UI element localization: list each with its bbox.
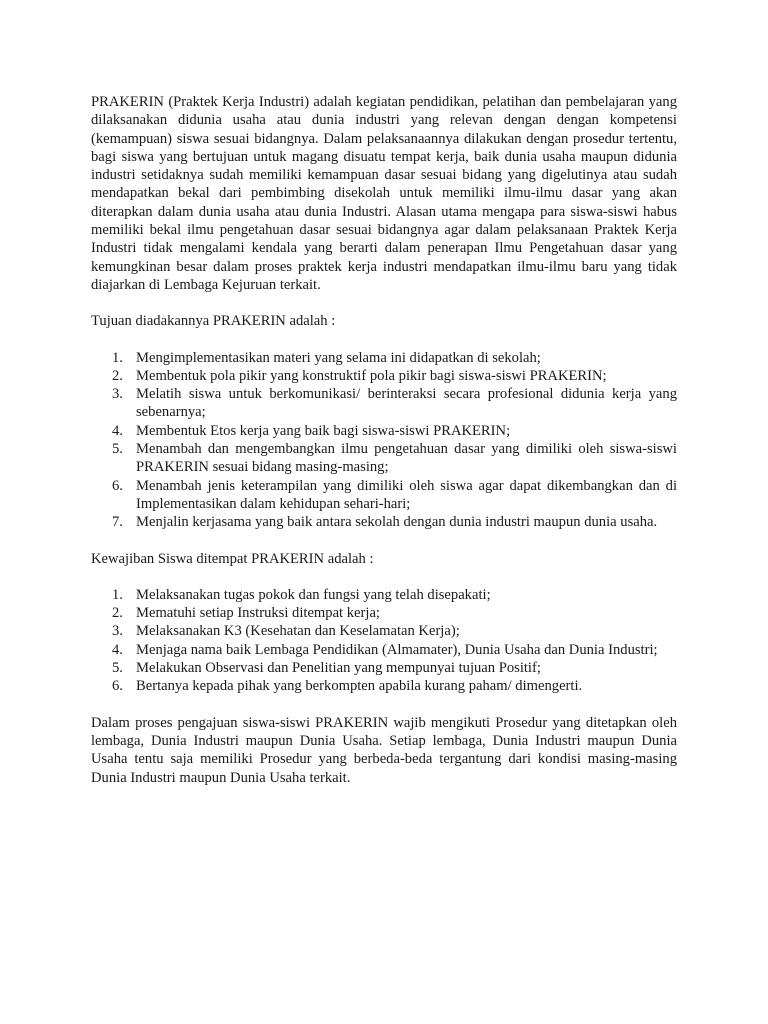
list-item-text: Menambah dan mengembangkan ilmu pengetahuan dasar yang dimiliki oleh siswa-siswi PRAKERIN sesuai bidang masing-masing; bbox=[136, 441, 677, 476]
list-item bbox=[91, 677, 677, 695]
list-item bbox=[91, 586, 677, 604]
list-item-text: Mengimplementasikan materi yang selama ini didapatkan di sekolah; bbox=[136, 349, 541, 366]
list-number: 6. bbox=[112, 477, 123, 494]
goals-heading: Tujuan diadakannya PRAKERIN adalah : bbox=[91, 313, 336, 330]
list-item-text: Bertanya kepada pihak yang berkompten apabila kurang paham/ dimengerti. bbox=[136, 678, 583, 695]
duties-heading: Kewajiban Siswa ditempat PRAKERIN adalah : bbox=[91, 550, 374, 567]
list-item bbox=[91, 513, 677, 531]
intro-paragraph: PRAKERIN (Praktek Kerja Industri) adalah kegiatan pendidikan, pelatihan dan pembelajaran yang dilaksanakan didunia usaha atau dunia industri yang relevan dengan dengan kompetensi (kemampuan) siswa sesuai bidangnya. Dalam pelaksanaannya dilakukan dengan prosedur tertentu, bagi siswa yang bertujuan untuk magang disuatu tempat kerja, baik dunia usaha maupun didunia industri setidaknya sudah memiliki kemampuan dasar sesuai bidang yang digelutinya atau sudah mendapatkan bekal dari pembimbing disekolah untuk memiliki ilmu-ilmu dasar yang akan diterapkan dalam dunia usaha atau dunia Industri. Alasan utama mengapa para siswa-siswi habus memiliki bekal ilmu pengetahuan dasar sesuai bidangnya agar dalam pelaksanaan Praktek Kerja Industri tidak mengalami kendala yang berarti dalam penerapan Ilmu Pengetahuan dasar yang kemungkinan besar dalam proses praktek kerja industri mendapatkan ilmu-ilmu baru yang tidak diajarkan di Lembaga Kejuruan terkait. bbox=[91, 94, 677, 293]
list-item bbox=[91, 367, 677, 385]
list-item bbox=[91, 604, 677, 622]
list-number: 6. bbox=[112, 678, 123, 695]
list-item-text: Membentuk Etos kerja yang baik bagi siswa-siswi PRAKERIN; bbox=[136, 422, 511, 439]
closing-paragraph: Dalam proses pengajuan siswa-siswi PRAKERIN wajib mengikuti Prosedur yang ditetapkan oleh lembaga, Dunia Industri maupun Dunia Usaha. Setiap lembaga, Dunia Industri maupun Dunia Usaha tentu saja memiliki Prosedur yang berbeda-beda tergantung dari kondisi masing-masing Dunia Industri maupun Dunia Usaha terkait. bbox=[91, 714, 677, 786]
list-item bbox=[91, 349, 677, 367]
list-item-text: Melaksanakan tugas pokok dan fungsi yang telah disepakati; bbox=[136, 586, 491, 603]
list-number: 4. bbox=[112, 422, 123, 439]
list-number: 3. bbox=[112, 386, 123, 403]
list-item bbox=[91, 440, 677, 477]
list-item bbox=[91, 622, 677, 640]
list-item bbox=[91, 422, 677, 440]
goals-list bbox=[91, 349, 677, 532]
list-item bbox=[91, 477, 677, 514]
list-number: 5. bbox=[112, 441, 123, 458]
list-item-text: Mematuhi setiap Instruksi ditempat kerja; bbox=[136, 605, 380, 622]
list-number: 2. bbox=[112, 605, 123, 622]
list-number: 3. bbox=[112, 623, 123, 640]
list-item bbox=[91, 659, 677, 677]
list-item-text: Menambah jenis keterampilan yang dimiliki oleh siswa agar dapat dikembangkan dan di Implementasikan dalam kehidupan sehari-hari; bbox=[136, 477, 677, 512]
list-item-text: Melatih siswa untuk berkomunikasi/ berinteraksi secara profesional didunia kerja yang sebenarnya; bbox=[136, 386, 677, 421]
list-item-text: Membentuk pola pikir yang konstruktif pola pikir bagi siswa-siswi PRAKERIN; bbox=[136, 367, 607, 384]
list-number: 1. bbox=[112, 349, 123, 366]
document-page bbox=[91, 93, 677, 787]
list-number: 5. bbox=[112, 660, 123, 677]
list-number: 2. bbox=[112, 367, 123, 384]
list-item-text: Menjaga nama baik Lembaga Pendidikan (Almamater), Dunia Usaha dan Dunia Industri; bbox=[136, 641, 658, 658]
list-number: 7. bbox=[112, 514, 123, 531]
list-item bbox=[91, 385, 677, 422]
duties-list bbox=[91, 586, 677, 696]
list-number: 1. bbox=[112, 586, 123, 603]
list-item-text: Melakukan Observasi dan Penelitian yang mempunyai tujuan Positif; bbox=[136, 660, 541, 677]
list-number: 4. bbox=[112, 641, 123, 658]
list-item-text: Melaksanakan K3 (Kesehatan dan Keselamatan Kerja); bbox=[136, 623, 460, 640]
list-item bbox=[91, 641, 677, 659]
list-item-text: Menjalin kerjasama yang baik antara sekolah dengan dunia industri maupun dunia usaha. bbox=[136, 514, 658, 531]
